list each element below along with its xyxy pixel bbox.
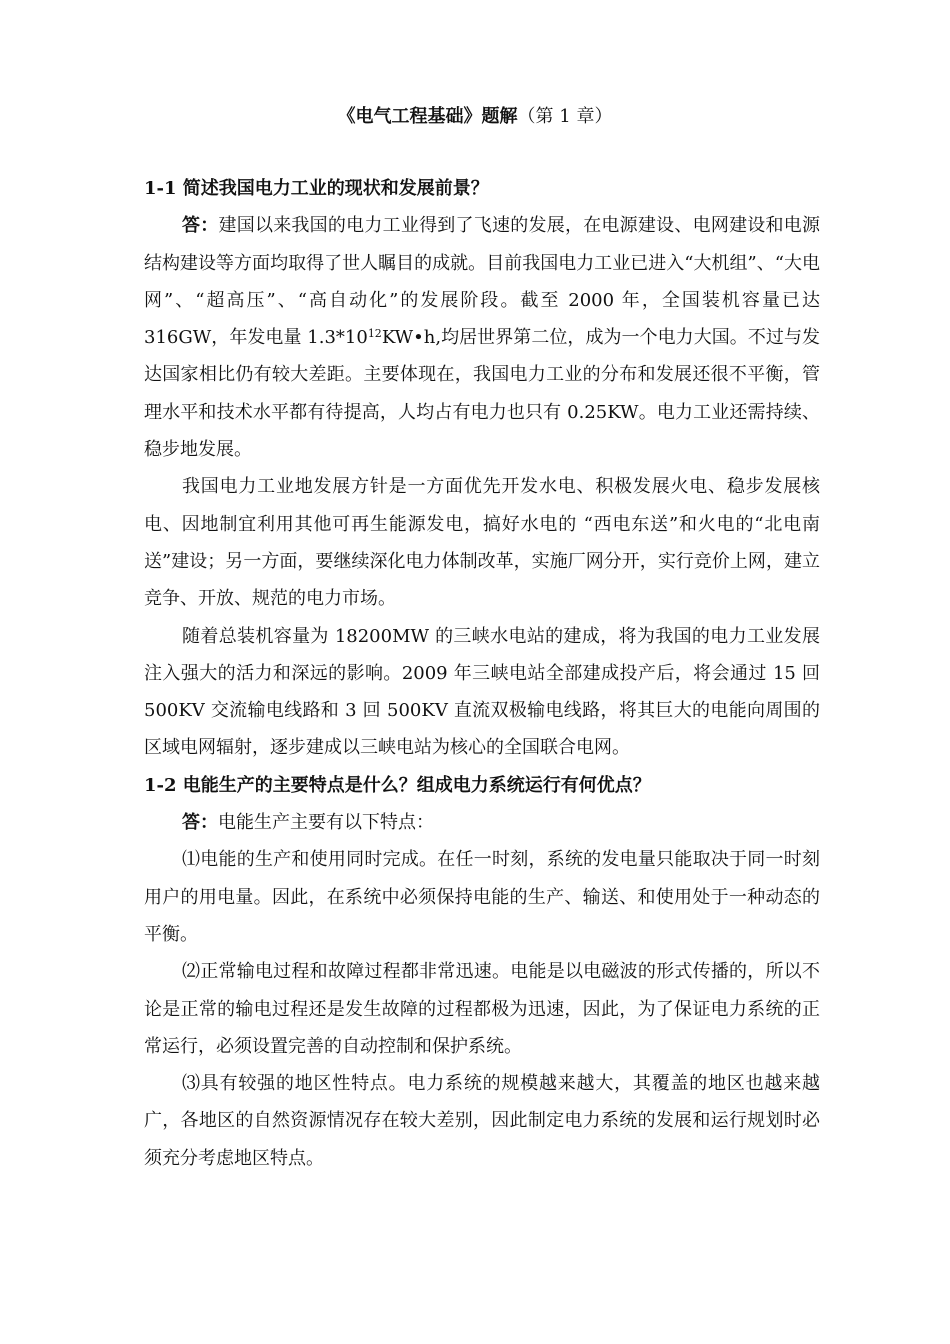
answer-1-2-item-2: ⑵正常输电过程和故障过程都非常迅速。电能是以电磁波的形式传播的，所以不论是正常的输电过程还是发生故障的过程都极为迅速，因此，为了保证电力系统的正常运行，必须设置完善的自动控制和保护系统。	[144, 961, 820, 1057]
answer-1-2-item-3: ⑶具有较强的地区性特点。电力系统的规模越来越大，其覆盖的地区也越来越广，各地区的自然资源情况存在较大差别，因此制定电力系统的发展和运行规划时必须充分考虑地区特点。	[144, 1073, 820, 1169]
answer-1-2-item-1: ⑴电能的生产和使用同时完成。在任一时刻，系统的发电量只能取决于同一时刻用户的用电量。因此，在系统中必须保持电能的生产、输送、和使用处于一种动态的平衡。	[144, 849, 820, 945]
answer-1-2-intro	[144, 804, 820, 841]
exponent: 12	[367, 327, 382, 341]
document-body	[144, 170, 820, 1177]
answer-text-b: KW•h,均居世界第二位，成为一个电力大国。不过与发达国家相比仍有较大差距。主要体现在，我国电力工业的分布和发展还很不平衡，管理水平和技术水平都有待提高，人均占有电力也只有 0.25KW。电力工业还需持续、稳步地发展。	[144, 327, 820, 461]
title-chapter: （第 1 章）	[517, 106, 613, 127]
answer-label: 答：	[182, 215, 219, 237]
question-1-2: 1-2 电能生产的主要特点是什么？组成电力系统运行有何优点？	[144, 774, 651, 796]
title-main: 《电气工程基础》题解	[337, 106, 518, 127]
question-1-1: 1-1 简述我国电力工业的现状和发展前景？	[144, 178, 489, 199]
answer-1-1-paragraph-3: 随着总装机容量为 18200MW 的三峡水电站的建成，将为我国的电力工业发展注入强大的活力和深远的影响。2009 年三峡电站全部建成投产后，将会通过 15 回 500KV 交流输电线路和 3 回 500KV 直流双极输电线路，将其巨大的电能向周围的区域电网辐射，逐步建成以三峡电站为核心的全国联合电网。	[144, 625, 820, 759]
answer-intro-text: 电能生产主要有以下特点：	[218, 812, 434, 834]
answer-text-a: 建国以来我国的电力工业得到了飞速的发展，在电源建设、电网建设和电源结构建设等方面均取得了世人瞩目的成就。目前我国电力工业已进入“大机组”、“大电网”、“超高压”、“高自动化”的发展阶段。截至 2000 年，全国装机容量已达 316GW，年发电量 1.3*10	[144, 215, 821, 349]
answer-label: 答：	[182, 812, 218, 834]
document-title	[0, 102, 950, 132]
answer-1-1-paragraph-1	[144, 207, 820, 468]
answer-1-1-paragraph-2: 我国电力工业地发展方针是一方面优先开发水电、积极发展火电、稳步发展核电、因地制宜利用其他可再生能源发电，搞好水电的 “西电东送”和火电的“北电南送”建设；另一方面，要继续深化电力体制改革，实施厂网分开，实行竞价上网，建立竞争、开放、规范的电力市场。	[144, 476, 820, 610]
